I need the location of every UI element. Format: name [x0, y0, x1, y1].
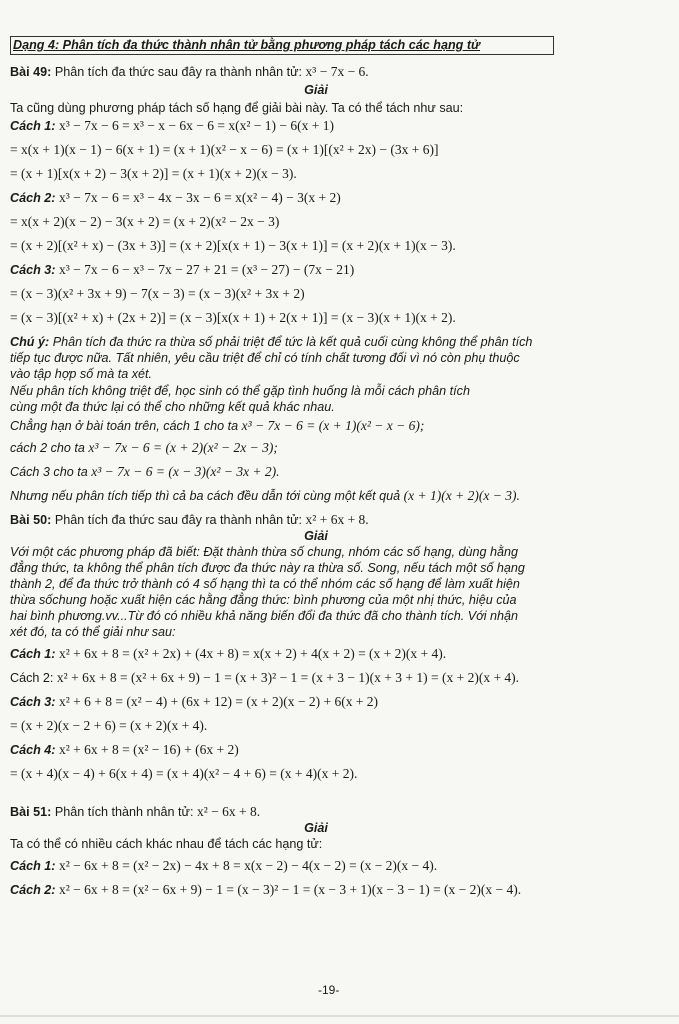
text-line: [10, 383, 470, 399]
text-segment: Chẳng hạn ở bài toán trên, cách 1 cho ta: [10, 419, 242, 433]
text-line: [10, 742, 239, 758]
text-segment: cùng một đa thức lại có thể cho những kết quả khác nhau.: [10, 400, 335, 414]
text-line: [10, 670, 519, 686]
text-segment: Cách 1:: [10, 119, 59, 133]
text-segment: Cách 2:: [10, 883, 59, 897]
text-segment: Cách 1:: [10, 647, 59, 661]
text-segment: (x + 1)(x + 2)(x − 3).: [403, 488, 520, 503]
text-line: [10, 100, 463, 116]
text-segment: x² + 6x + 8 = (x² + 2x) + (4x + 8) = x(x + 2) + 4(x + 2) = (x + 2)(x + 4).: [59, 646, 447, 661]
text-line: [10, 804, 260, 820]
section-header: Dạng 4: Phân tích đa thức thành nhân tử bằng phương pháp tách các hạng tử: [10, 36, 554, 55]
text-segment: = x(x + 2)(x − 2) − 3(x + 2) = (x + 2)(x² − 2x − 3): [10, 214, 280, 229]
text-line: [10, 366, 152, 382]
text-segment: = (x − 3)[(x² + x) + (2x + 2)] = (x − 3)[x(x + 1) + 2(x + 1)] = (x − 3)(x + 1)(x + 2).: [10, 310, 456, 325]
text-line: [10, 334, 532, 350]
text-segment: x² + 6 + 8 = (x² − 4) + (6x + 12) = (x + 2)(x − 2) + 6(x + 2): [59, 694, 379, 709]
text-line: [10, 399, 335, 415]
text-segment: x³ − 7x − 6 = x³ − 4x − 3x − 6 = x(x² − 4) − 3(x + 2): [59, 190, 341, 205]
text-line: [10, 528, 622, 544]
text-segment: Cách 3:: [10, 695, 59, 709]
text-segment: Nhưng nếu phân tích tiếp thì cả ba cách đều dẫn tới cùng một kết quả: [10, 489, 404, 503]
text-segment: thừa sốchung hoặc xuất hiện các hằng đẳng thức: bình phương của một nhị thức, hiệu của: [10, 593, 517, 607]
text-segment: x³ − 7x − 6 = (x − 3)(x² − 3x + 2).: [91, 464, 280, 479]
text-segment: xét đó, ta có thể giải như sau:: [10, 625, 176, 639]
text-segment: x² + 6x + 8 = (x² − 16) + (6x + 2): [59, 742, 239, 757]
text-line: [10, 64, 369, 80]
text-segment: Ta cũng dùng phương pháp tách số hạng để giải bài này. Ta có thể tách như sau:: [10, 101, 464, 115]
text-segment: = (x + 2)(x − 2 + 6) = (x + 2)(x + 4).: [10, 718, 208, 733]
text-line: [10, 512, 369, 528]
text-segment: Bài 50:: [10, 513, 55, 527]
text-segment: Cách 1:: [10, 859, 59, 873]
text-segment: x² + 6x + 8.: [305, 512, 369, 527]
text-segment: = x(x + 1)(x − 1) − 6(x + 1) = (x + 1)(x² − x − 6) = (x + 1)[(x² + 2x) − (3x + 6)]: [10, 142, 439, 157]
text-line: [10, 440, 278, 456]
text-line: [10, 118, 334, 134]
text-segment: Cách 2:: [10, 671, 57, 685]
text-segment: x² − 6x + 8 = (x² − 6x + 9) − 1 = (x − 3)² − 1 = (x − 3 + 1)(x − 3 − 1) = (x − 2)(x − 4).: [59, 882, 522, 897]
text-line: [10, 350, 520, 366]
text-line: [10, 166, 297, 182]
text-line: [10, 576, 520, 592]
text-segment: Cách 4:: [10, 743, 59, 757]
text-segment: x³ − 7x − 6.: [305, 64, 369, 79]
text-segment: = (x + 1)[x(x + 2) − 3(x + 2)] = (x + 1)(x + 2)(x − 3).: [10, 166, 297, 181]
text-segment: Bài 51:: [10, 805, 55, 819]
text-segment: Cách 2:: [10, 191, 59, 205]
text-segment: Phân tích thành nhân tử:: [54, 805, 197, 819]
text-segment: vào tập hợp số mà ta xét.: [10, 367, 153, 381]
text-segment: đẳng thức, ta không thể phân tích được đa thức này ra thừa số. Song, nếu tách một số hạng: [10, 561, 525, 575]
text-line: [10, 488, 520, 504]
text-segment: = (x + 4)(x − 4) + 6(x + 4) = (x + 4)(x² − 4 + 6) = (x + 4)(x + 2).: [10, 766, 358, 781]
text-segment: Phân tích đa thức ra thừa số phải triệt để tức là kết quả cuối cùng không thể phân tích: [52, 335, 533, 349]
text-segment: Chú ý:: [10, 335, 53, 349]
text-segment: Phân tích đa thức sau đây ra thành nhân tử:: [54, 513, 306, 527]
text-line: [10, 646, 446, 662]
text-segment: x² − 6x + 8 = (x² − 2x) − 4x + 8 = x(x − 2) − 4(x − 2) = (x − 2)(x − 4).: [59, 858, 438, 873]
text-segment: x³ − 7x − 6 = (x + 2)(x² − 2x − 3);: [88, 440, 278, 455]
text-line: [10, 418, 424, 434]
text-line: [10, 286, 305, 302]
text-segment: = (x − 3)(x² + 3x + 9) − 7(x − 3) = (x − 3)(x² + 3x + 2): [10, 286, 305, 301]
text-segment: x² + 6x + 8 = (x² + 6x + 9) − 1 = (x + 3)² − 1 = (x + 3 − 1)(x + 3 + 1) = (x + 2)(x + 4).: [56, 670, 520, 685]
text-segment: = (x + 2)[(x² + x) − (3x + 3)] = (x + 2)[x(x + 1) − 3(x + 1)] = (x + 2)(x + 1)(x − 3).: [10, 238, 456, 253]
text-line: [10, 262, 354, 278]
text-segment: x³ − 7x − 6 − x³ − 7x − 27 + 21 = (x³ − 27) − (7x − 21): [59, 262, 355, 277]
text-segment: Giải: [304, 821, 328, 835]
text-segment: Giải: [304, 529, 328, 543]
text-line: [10, 820, 622, 836]
page-number: -19-: [318, 983, 340, 997]
text-line: [10, 592, 517, 608]
text-line: [10, 608, 518, 624]
text-line: [10, 238, 456, 254]
text-line: [10, 464, 280, 480]
text-segment: Nếu phân tích không triệt để, học sinh có thể gặp tình huống là mỗi cách phân tích: [10, 384, 470, 398]
text-segment: Cách 3 cho ta: [10, 465, 92, 479]
text-line: [10, 624, 176, 640]
text-line: [10, 310, 456, 326]
text-segment: x² − 6x + 8.: [196, 804, 261, 819]
text-segment: Giải: [304, 83, 328, 97]
text-line: [10, 882, 521, 898]
text-line: [10, 718, 207, 734]
text-segment: x³ − 7x − 6 = (x + 1)(x² − x − 6);: [241, 418, 425, 433]
text-line: [10, 560, 525, 576]
text-segment: Ta có thể có nhiều cách khác nhau để tách các hạng tử:: [10, 837, 323, 851]
text-line: [10, 214, 279, 230]
text-segment: Phân tích đa thức sau đây ra thành nhân tử:: [54, 65, 306, 79]
text-line: [10, 82, 622, 98]
text-line: [10, 190, 341, 206]
text-segment: hai bình phương.vv...Từ đó có nhiều khả năng biến đổi đa thức đã cho thành tích. Với nhận: [10, 609, 519, 623]
text-line: [10, 142, 438, 158]
text-segment: x³ − 7x − 6 = x³ − x − 6x − 6 = x(x² − 1) − 6(x + 1): [59, 118, 335, 133]
text-line: [10, 544, 518, 560]
text-line: [10, 858, 437, 874]
text-line: [10, 836, 322, 852]
text-segment: cách 2 cho ta: [10, 441, 89, 455]
text-segment: thành 2, để đa thức trở thành có 4 số hạng thì ta có thể nhóm các số hạng để làm xuất hiện: [10, 577, 520, 591]
text-segment: Với một các phương pháp đã biết: Đặt thành thừa số chung, nhóm các số hạng, dùng hằng: [10, 545, 518, 559]
text-line: [10, 766, 357, 782]
text-segment: Bài 49:: [10, 65, 55, 79]
page-bottom-shadow: [0, 1015, 679, 1017]
text-segment: tiếp tục được nữa. Tất nhiên, yêu cầu triệt để chỉ có tính chất tương đối vì nó còn phụ thuộc: [10, 351, 520, 365]
text-line: [10, 694, 378, 710]
text-segment: Cách 3:: [10, 263, 59, 277]
